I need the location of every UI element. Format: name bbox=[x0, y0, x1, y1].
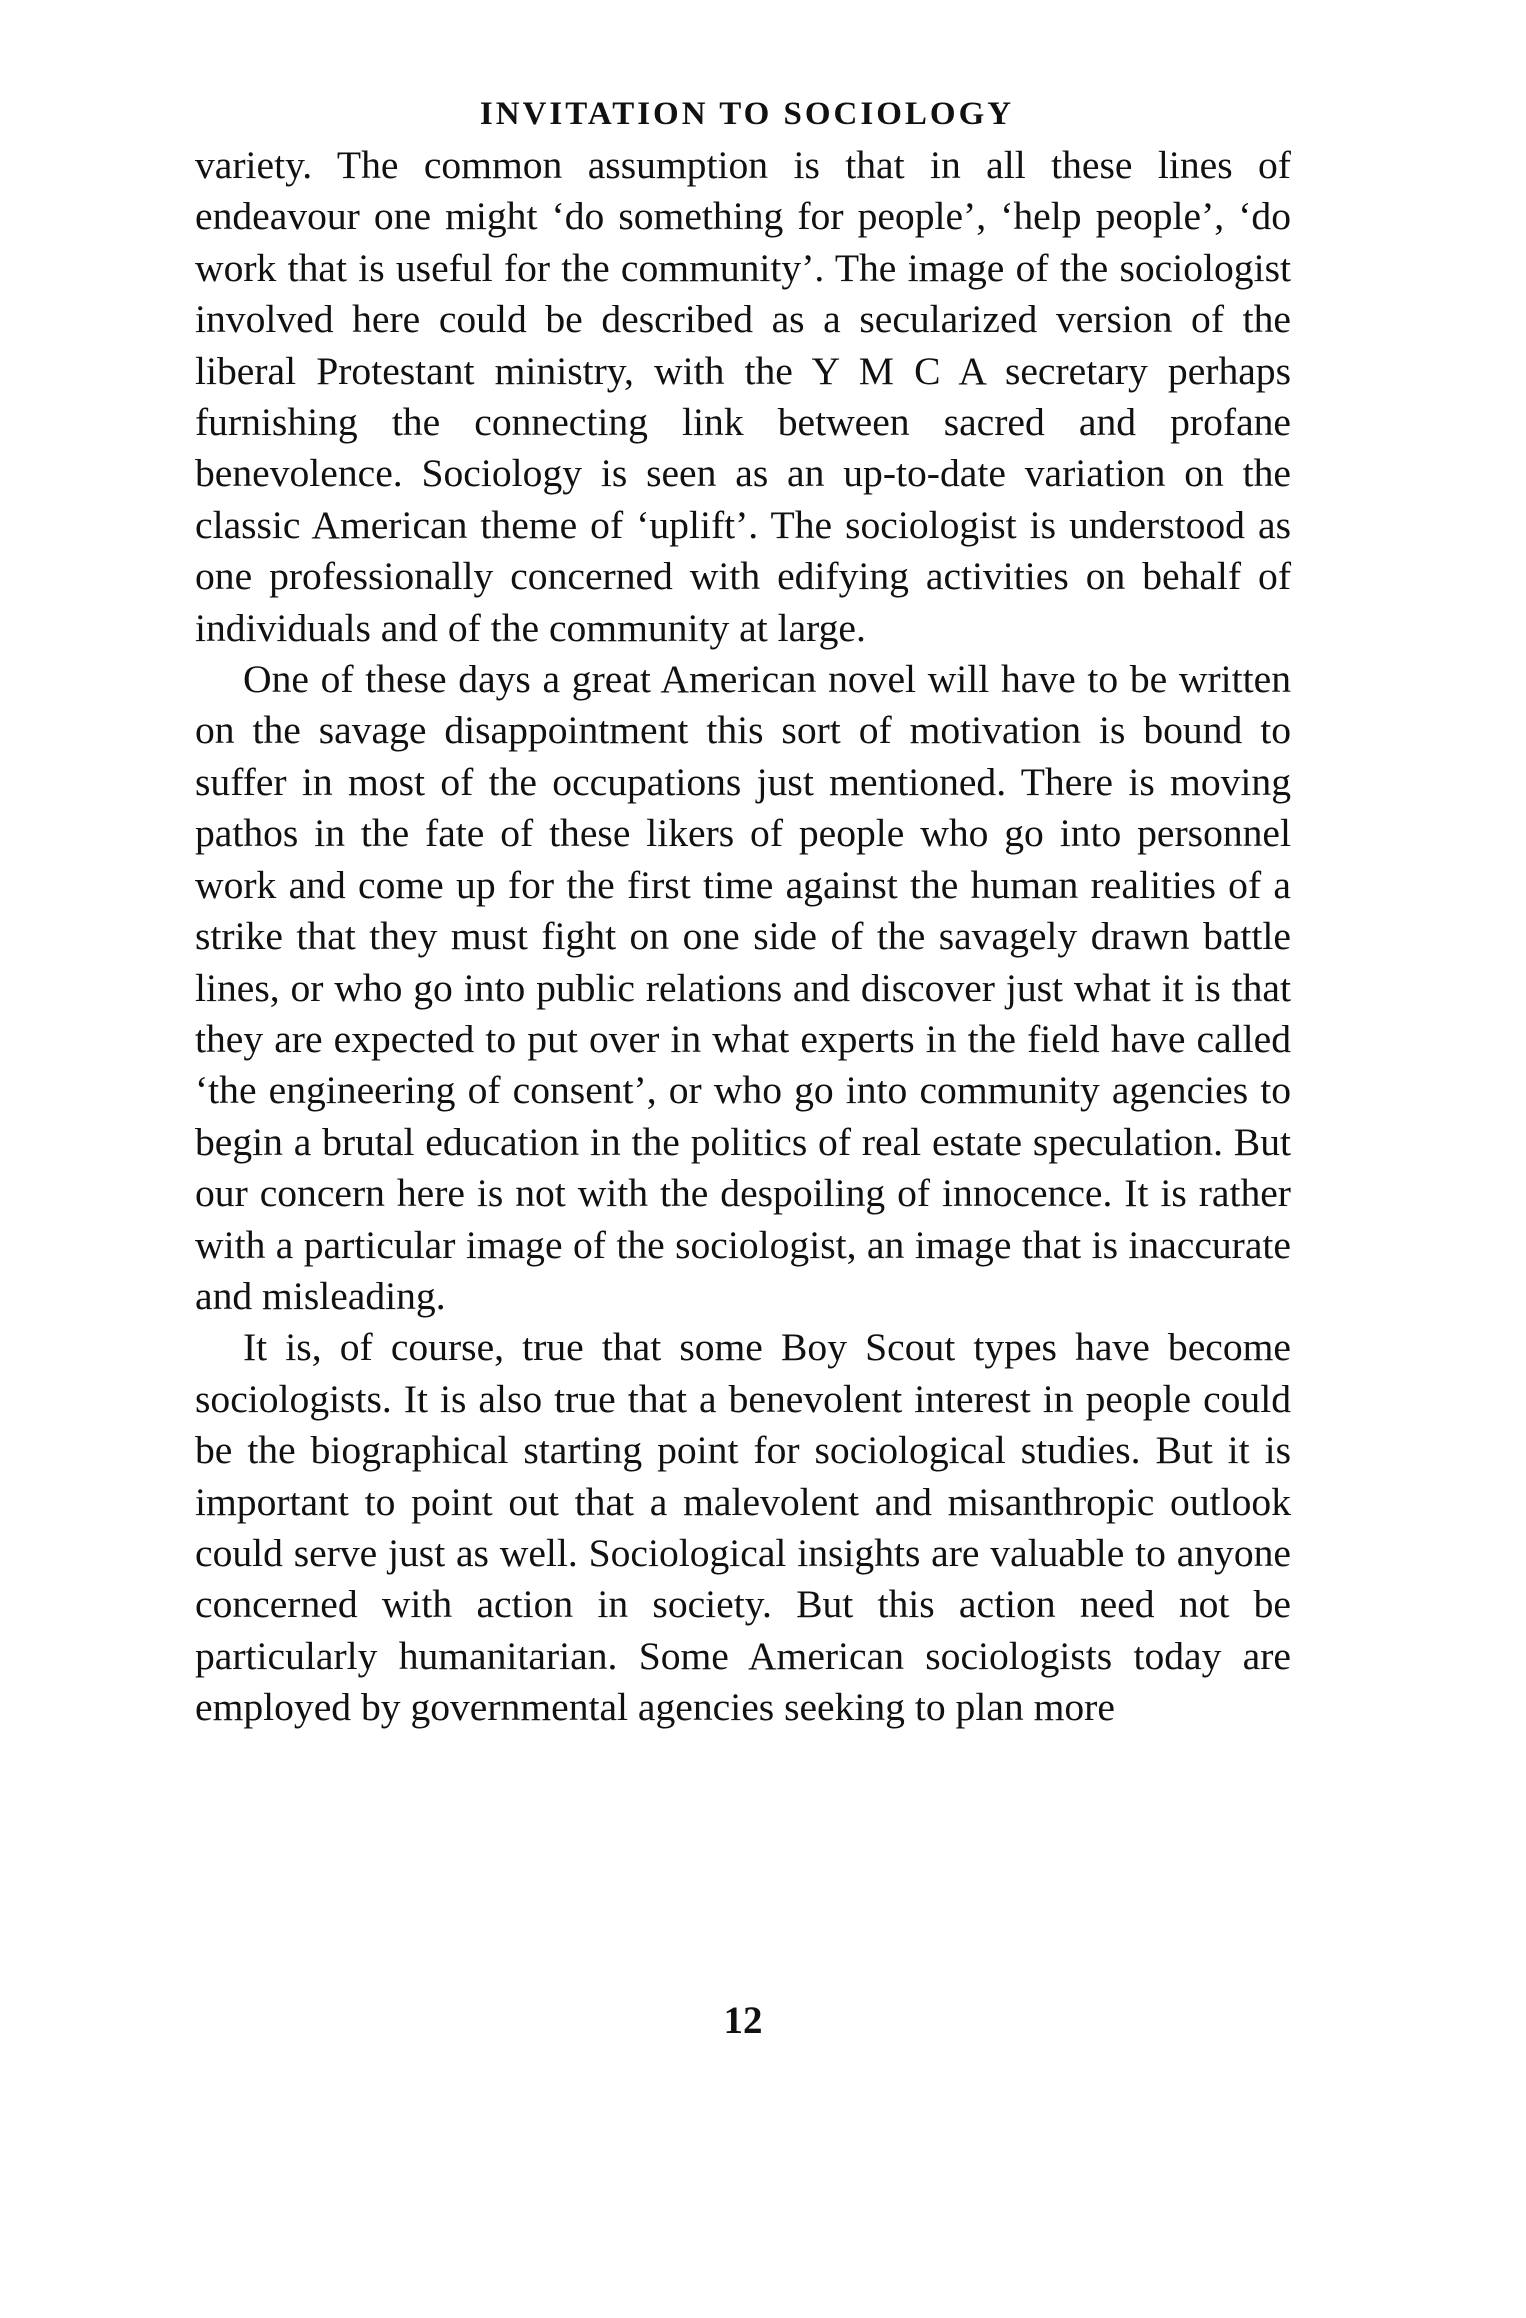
paragraph-continued: variety. The common assumption is that in all these lines of endeavour one might ‘do something for people’, ‘help people’, ‘do work that is useful for the community’. The image of the sociologist involved here could be described as a secularized version of the liberal Protestant ministry, with the Y M C A secretary perhaps furnishing the connecting link between sacred and profane benevolence. Sociology is seen as an up-to-date variation on the classic American theme of ‘uplift’. The sociologist is understood as one professionally concerned with edifying activities on behalf of individuals and of the community at large. bbox=[195, 143, 1291, 650]
page-number: 12 bbox=[723, 1999, 763, 2042]
paragraph-great-american-novel: One of these days a great American novel will have to be written on the savage disappointment this sort of motivation is bound to suffer in most of the occupations just mentioned. There is moving pathos in the fate of these likers of people who go into personnel work and come up for the first time against the human realities of a strike that they must fight on one side of the savagely drawn battle lines, or who go into public relations and discover just what it is that they are expected to put over in what experts in the field have called ‘the engineering of consent’, or who go into community agencies to begin a brutal education in the politics of real estate speculation. But our concern here is not with the despoiling of innocence. It is rather with a particular image of the sociologist, an image that is inaccurate and misleading. bbox=[195, 657, 1291, 1318]
book-page bbox=[195, 88, 1291, 1734]
running-head: INVITATION TO SOCIOLOGY bbox=[479, 96, 1015, 132]
paragraph-boy-scout-types: It is, of course, true that some Boy Scout types have become sociologists. It is also true that a benevolent interest in people could be the biographical starting point for sociological studies. But it is important to point out that a malevolent and misanthropic outlook could serve just as well. Sociological insights are valuable to anyone concerned with action in society. But this action need not be particularly humanitarian. Some American sociologists today are employed by governmental agencies seeking to plan more bbox=[195, 1325, 1291, 1730]
